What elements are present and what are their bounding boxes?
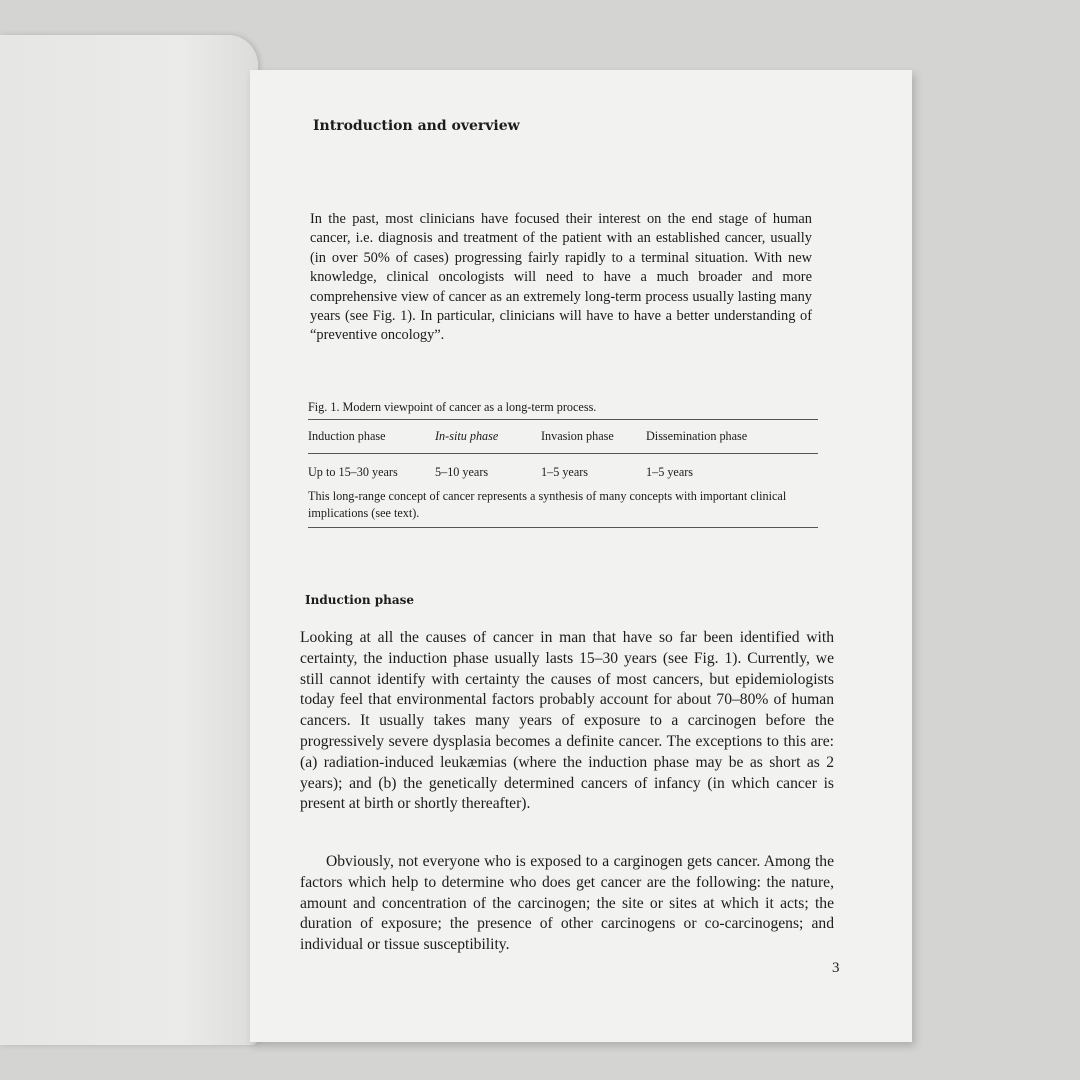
figure-header-row (308, 420, 818, 454)
intro-paragraph: In the past, most clinicians have focused their interest on the end stage of human cancer, i.e. diagnosis and treatment of the patient with an established cancer, usually (in over 50% of cases) progressing fairly rapidly to a terminal situation. With new knowledge, clinical oncologists will need to have a much broader and more comprehensive view of cancer as an extremely long-term process usually lasting many years (see Fig. 1). In particular, clinicians will have to have a better understanding of “preventive oncology”. (310, 211, 812, 344)
header-dissemination-phase: Dissemination phase (646, 420, 818, 454)
duration-invasion: 1–5 years (541, 465, 589, 479)
figure-note: This long-range concept of cancer represents a synthesis of many concepts with important clinical implications (see text). (308, 488, 818, 528)
duration-dissemination: 1–5 years (646, 465, 694, 479)
figure-caption: Fig. 1. Modern viewpoint of cancer as a long-term process. (308, 400, 597, 414)
induction-paragraph-2: Obviously, not everyone who is exposed to a carginogen gets cancer. Among the factors which help to determine who does get cancer are the following: the nature, amount and concentration of the carcinogen; the site or sites at which it acts; the duration of exposure; the presence of other carcinogens or co-carcinogens; and individual or tissue susceptibility. (300, 853, 834, 954)
figure-duration-row (308, 454, 818, 491)
subsection-title: Induction phase (305, 593, 415, 607)
induction-paragraph-1: Looking at all the causes of cancer in man that have so far been identified with certainty, the induction phase usually lasts 15–30 years (see Fig. 1). Currently, we still cannot identify with certainty the causes of most cancers, but epidemiologists today feel that environmental factors probably account for about 70–80% of human cancers. It usually takes many years of exposure to a carcinogen before the progressively severe dysplasia becomes a definite cancer. The exceptions to this are: (a) radiation-induced leukæmias (where the induction phase may be as short as 2 years); and (b) the genetically determined cancers of infancy (in which cancer is present at birth or shortly thereafter). (300, 629, 834, 813)
facing-page (0, 35, 258, 1045)
header-invasion-phase: Invasion phase (541, 420, 646, 454)
header-in-situ-phase (435, 420, 541, 454)
figure-table (308, 419, 818, 490)
book-page (250, 70, 912, 1042)
header-in-situ-phase-label: In-situ phase (435, 429, 499, 443)
header-induction-phase: Induction phase (308, 420, 435, 454)
duration-induction: Up to 15–30 years (308, 465, 398, 479)
page-number: 3 (832, 960, 840, 976)
duration-in-situ: 5–10 years (435, 465, 489, 479)
section-title: Introduction and overview (313, 118, 520, 134)
